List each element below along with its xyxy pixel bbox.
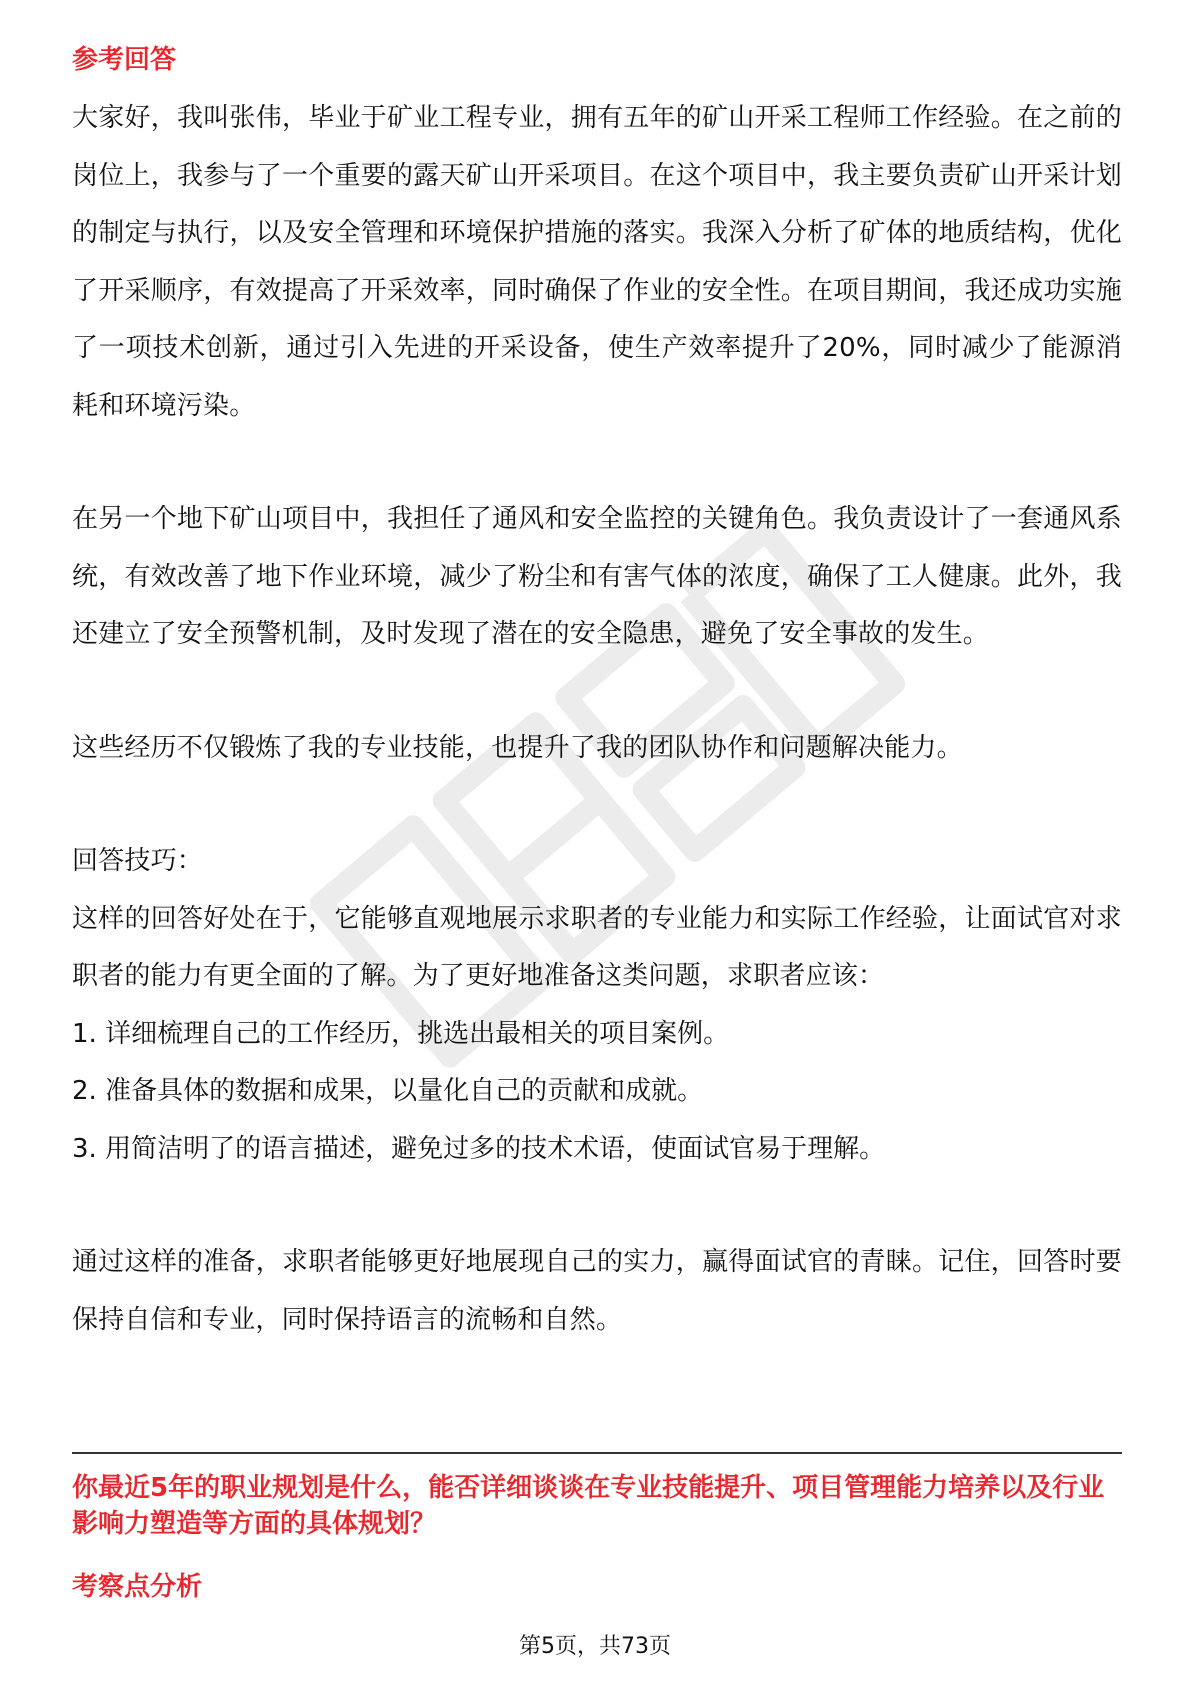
next-question: 你最近5年的职业规划是什么，能否详细谈谈在专业技能提升、项目管理能力培养以及行业影响力塑造等方面的具体规划？ (72, 1473, 1105, 1539)
answer-paragraph-1: 大家好，我叫张伟，毕业于矿业工程专业，拥有五年的矿山开采工程师工作经验。在之前的岗位上，我参与了一个重要的露天矿山开采项目。在这个项目中，我主要负责矿山开采计划的制定与执行，以及安全管理和环境保护措施的落实。我深入分析了矿体的地质结构，优化了开采顺序，有效提高了开采效率，同时确保了作业的安全性。在项目期间，我还成功实施了一项技术创新，通过引入先进的开采设备，使生产效率提升了20%，同时减少了能源消耗和环境污染。 (72, 103, 1122, 421)
tips-item-1: 1. 详细梳理自己的工作经历，挑选出最相关的项目案例。 (72, 1018, 730, 1049)
section-divider (72, 1452, 1122, 1454)
next-section-heading: 考察点分析 (72, 1572, 203, 1602)
tips-item-3: 3. 用简洁明了的语言描述，避免过多的技术术语，使面试官易于理解。 (72, 1133, 886, 1164)
tips-intro: 这样的回答好处在于，它能够直观地展示求职者的专业能力和实际工作经验，让面试官对求职者的能力有更全面的了解。为了更好地准备这类问题，求职者应该： (72, 903, 1122, 991)
page-content (72, 40, 1122, 1349)
answer-heading: 参考回答 (72, 45, 177, 75)
answer-paragraph-2: 在另一个地下矿山项目中，我担任了通风和安全监控的关键角色。我负责设计了一套通风系统，有效改善了地下作业环境，减少了粉尘和有害气体的浓度，确保了工人健康。此外，我还建立了安全预警机制，及时发现了潜在的安全隐患，避免了安全事故的发生。 (72, 504, 1122, 649)
page-footer: 第5页，共73页 (519, 1634, 671, 1659)
tips-item-2: 2. 准备具体的数据和成果，以量化自己的贡献和成就。 (72, 1076, 704, 1106)
answer-paragraph-3: 这些经历不仅锻炼了我的专业技能，也提升了我的团队协作和问题解决能力。 (72, 732, 963, 763)
tips-conclusion: 通过这样的准备，求职者能够更好地展现自己的实力，赢得面试官的青睐。记住，回答时要保持自信和专业，同时保持语言的流畅和自然。 (72, 1247, 1122, 1335)
tips-title: 回答技巧： (72, 846, 204, 876)
